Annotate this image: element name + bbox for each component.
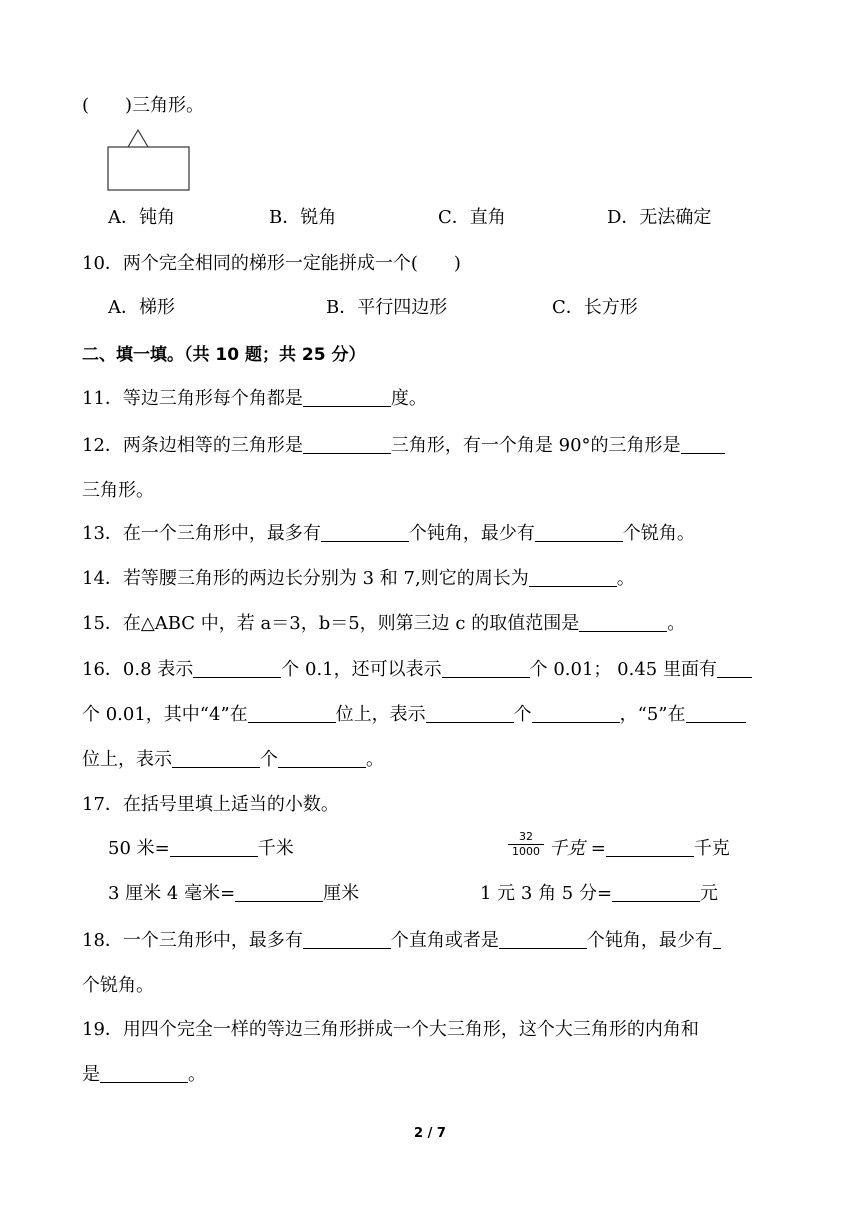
q18-text: 个直角或者是: [390, 930, 499, 951]
answer-blank[interactable]: [321, 523, 409, 542]
fraction-numerator: 32: [508, 830, 544, 845]
rectangle-triangle-figure: [106, 125, 192, 193]
q16-text: 16．0.8 表示: [82, 659, 194, 680]
answer-blank[interactable]: [579, 613, 667, 632]
answer-blank[interactable]: [170, 838, 258, 857]
q16-text: ，“5”在: [619, 704, 686, 725]
q9-option-b[interactable]: B．锐角: [269, 207, 337, 228]
answer-blank[interactable]: [172, 749, 260, 768]
q13-text: 个钝角，最少有: [408, 523, 535, 544]
q13-text: 13．在一个三角形中，最多有: [82, 523, 321, 544]
q17-text: 3 厘米 4 毫米=: [108, 883, 236, 904]
q10-option-a[interactable]: A．梯形: [108, 297, 175, 318]
q18-cont: 个锐角。: [82, 975, 154, 996]
q12: [82, 435, 725, 457]
q13-text: 个锐角。: [622, 523, 695, 544]
page-number: 2 / 7: [414, 1126, 446, 1141]
q12-text: 12．两条边相等的三角形是: [82, 435, 303, 456]
q9-option-a[interactable]: A．钝角: [108, 207, 175, 228]
q17-item-2: [549, 838, 730, 860]
answer-blank[interactable]: [248, 704, 336, 723]
q17-text: 元: [700, 883, 719, 904]
q16-line3: [82, 749, 384, 771]
q16-text: 个 0.01，其中“4”在: [82, 704, 248, 725]
fraction-denominator: 1000: [512, 845, 540, 858]
answer-blank[interactable]: [529, 568, 617, 587]
answer-blank[interactable]: [235, 883, 323, 902]
q17-text: 千米: [257, 838, 294, 859]
answer-blank[interactable]: [193, 659, 281, 678]
q16-text: 个: [513, 704, 532, 725]
q19-text: 。: [188, 1064, 206, 1085]
q17-item-1: [108, 838, 294, 860]
answer-blank[interactable]: [681, 435, 725, 454]
q19: 19．用四个完全一样的等边三角形拼成一个大三角形，这个大三角形的内角和: [82, 1019, 699, 1040]
q17-text: 50 米=: [108, 838, 170, 859]
q16-text: 个 0.1，还可以表示: [281, 659, 442, 680]
answer-blank[interactable]: [442, 659, 530, 678]
q15: [82, 613, 685, 635]
answer-blank[interactable]: [532, 704, 620, 723]
q16-text: 位上，表示: [335, 704, 426, 725]
q14-text: 14．若等腰三角形的两边长分别为 3 和 7,则它的周长为: [82, 568, 529, 589]
q9-stem: ( )三角形。: [82, 95, 205, 116]
answer-blank[interactable]: [612, 883, 700, 902]
q15-text: 15．在△ABC 中，若 a＝3，b＝5，则第三边 c 的取值范围是: [82, 613, 580, 634]
q14: [82, 568, 635, 590]
q17-text: 千克: [693, 838, 730, 859]
q14-text: 。: [616, 568, 635, 589]
q17-text: 1 元 3 角 5 分=: [480, 883, 613, 904]
q17-item-3: [108, 883, 359, 905]
fraction: [508, 830, 544, 859]
q16-line1: [82, 659, 752, 681]
section-heading: 二、填一填。（共 10 题；共 25 分）: [82, 345, 366, 365]
q16-text: 。: [366, 749, 384, 770]
answer-blank[interactable]: [713, 930, 721, 949]
q11-text: 度。: [390, 388, 427, 409]
q18-text: 18．一个三角形中，最多有: [82, 930, 303, 951]
answer-blank[interactable]: [303, 930, 391, 949]
answer-blank[interactable]: [717, 659, 752, 678]
q17-text: 千克 =: [549, 838, 606, 859]
q19-text: 是: [82, 1064, 100, 1085]
answer-blank[interactable]: [100, 1064, 188, 1083]
q11: [82, 388, 427, 410]
answer-blank[interactable]: [606, 838, 694, 857]
q18: [82, 930, 721, 952]
q10-option-b[interactable]: B．平行四边形: [326, 297, 448, 318]
answer-blank[interactable]: [426, 704, 514, 723]
answer-blank[interactable]: [499, 930, 587, 949]
q16-text: 位上，表示: [82, 749, 172, 770]
q15-text: 。: [667, 613, 686, 634]
q11-text: 11．等边三角形每个角都是: [82, 388, 303, 409]
q17-stem: 17．在括号里填上适当的小数。: [82, 794, 339, 815]
q9-option-d[interactable]: D．无法确定: [607, 207, 712, 228]
q10-option-c[interactable]: C．长方形: [552, 297, 638, 318]
q9-option-c[interactable]: C．直角: [438, 207, 506, 228]
q16-text: 个: [260, 749, 278, 770]
q13: [82, 523, 695, 545]
q16-line2: [82, 704, 746, 726]
answer-blank[interactable]: [278, 749, 366, 768]
answer-blank[interactable]: [535, 523, 623, 542]
q17-item-4: [480, 883, 718, 905]
q19-cont: [82, 1064, 206, 1086]
q16-text: 个 0.01； 0.45 里面有: [529, 659, 717, 680]
q18-text: 个钝角，最少有: [586, 930, 713, 951]
q12-cont: 三角形。: [82, 480, 154, 501]
answer-blank[interactable]: [303, 435, 391, 454]
answer-blank[interactable]: [686, 704, 746, 723]
q12-text: 三角形，有一个角是 90°的三角形是: [390, 435, 681, 456]
answer-blank[interactable]: [303, 388, 391, 407]
q17-text: 厘米: [323, 883, 360, 904]
q10-stem: 10．两个完全相同的梯形一定能拼成一个( ): [82, 253, 461, 274]
